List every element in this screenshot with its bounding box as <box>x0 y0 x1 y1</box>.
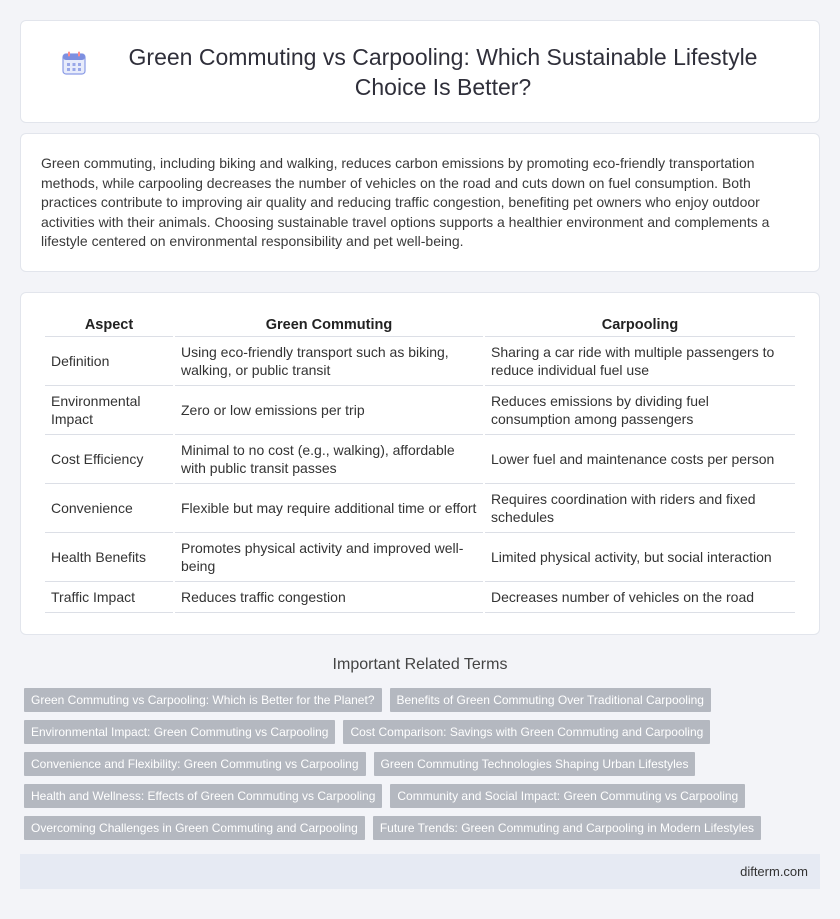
header-carpooling: Carpooling <box>485 311 795 337</box>
footer <box>20 854 820 889</box>
cell-green-commuting: Flexible but may require additional time or effort <box>175 484 483 533</box>
calendar-icon <box>61 50 87 76</box>
cell-carpooling: Limited physical activity, but social interaction <box>485 533 795 582</box>
header-aspect: Aspect <box>45 311 173 337</box>
table-row <box>45 533 795 582</box>
related-term-tag[interactable]: Overcoming Challenges in Green Commuting and Carpooling <box>24 816 365 840</box>
cell-aspect: Cost Efficiency <box>45 435 173 484</box>
header-green-commuting: Green Commuting <box>175 311 483 337</box>
cell-aspect: Definition <box>45 337 173 386</box>
table-row <box>45 337 795 386</box>
cell-aspect: Convenience <box>45 484 173 533</box>
related-terms-tags <box>24 688 824 848</box>
cell-green-commuting: Zero or low emissions per trip <box>175 386 483 435</box>
table-header-row <box>45 311 795 337</box>
comparison-table <box>43 311 797 613</box>
cell-green-commuting: Minimal to no cost (e.g., walking), affordable with public transit passes <box>175 435 483 484</box>
related-term-tag[interactable]: Benefits of Green Commuting Over Traditional Carpooling <box>390 688 711 712</box>
cell-carpooling: Reduces emissions by dividing fuel consumption among passengers <box>485 386 795 435</box>
intro-paragraph: Green commuting, including biking and walking, reduces carbon emissions by promoting eco-friendly transportation methods, while carpooling decreases the number of vehicles on the road and cuts down on fuel consumption. Both practices contribute to improving air quality and reducing traffic congestion, benefiting pet owners who enjoy outdoor activities with their animals. Choosing sustainable travel options supports a healthier environment and complements a lifestyle centered on environmental responsibility and pet well-being. <box>41 155 770 249</box>
cell-green-commuting: Reduces traffic congestion <box>175 582 483 613</box>
header-card <box>20 20 820 123</box>
related-term-tag[interactable]: Future Trends: Green Commuting and Carpooling in Modern Lifestyles <box>373 816 761 840</box>
related-term-tag[interactable]: Environmental Impact: Green Commuting vs Carpooling <box>24 720 335 744</box>
cell-aspect: Traffic Impact <box>45 582 173 613</box>
cell-carpooling: Sharing a car ride with multiple passengers to reduce individual fuel use <box>485 337 795 386</box>
cell-aspect: Health Benefits <box>45 533 173 582</box>
footer-site-link[interactable]: difterm.com <box>740 864 808 879</box>
cell-aspect: Environmental Impact <box>45 386 173 435</box>
related-term-tag[interactable]: Cost Comparison: Savings with Green Commuting and Carpooling <box>343 720 710 744</box>
cell-green-commuting: Promotes physical activity and improved well-being <box>175 533 483 582</box>
related-term-tag[interactable]: Community and Social Impact: Green Commuting vs Carpooling <box>390 784 745 808</box>
intro-card <box>20 133 820 272</box>
related-term-tag[interactable]: Convenience and Flexibility: Green Commuting vs Carpooling <box>24 752 366 776</box>
table-row <box>45 435 795 484</box>
table-row <box>45 484 795 533</box>
table-row <box>45 582 795 613</box>
cell-carpooling: Lower fuel and maintenance costs per person <box>485 435 795 484</box>
related-terms-title: Important Related Terms <box>332 656 508 673</box>
cell-green-commuting: Using eco-friendly transport such as biking, walking, or public transit <box>175 337 483 386</box>
page-title: Green Commuting vs Carpooling: Which Sustainable Lifestyle Choice Is Better? <box>128 43 758 100</box>
cell-carpooling: Requires coordination with riders and fixed schedules <box>485 484 795 533</box>
comparison-table-card <box>20 292 820 635</box>
cell-carpooling: Decreases number of vehicles on the road <box>485 582 795 613</box>
related-term-tag[interactable]: Green Commuting Technologies Shaping Urban Lifestyles <box>374 752 696 776</box>
table-row <box>45 386 795 435</box>
related-term-tag[interactable]: Health and Wellness: Effects of Green Commuting vs Carpooling <box>24 784 382 808</box>
related-term-tag[interactable]: Green Commuting vs Carpooling: Which is Better for the Planet? <box>24 688 382 712</box>
